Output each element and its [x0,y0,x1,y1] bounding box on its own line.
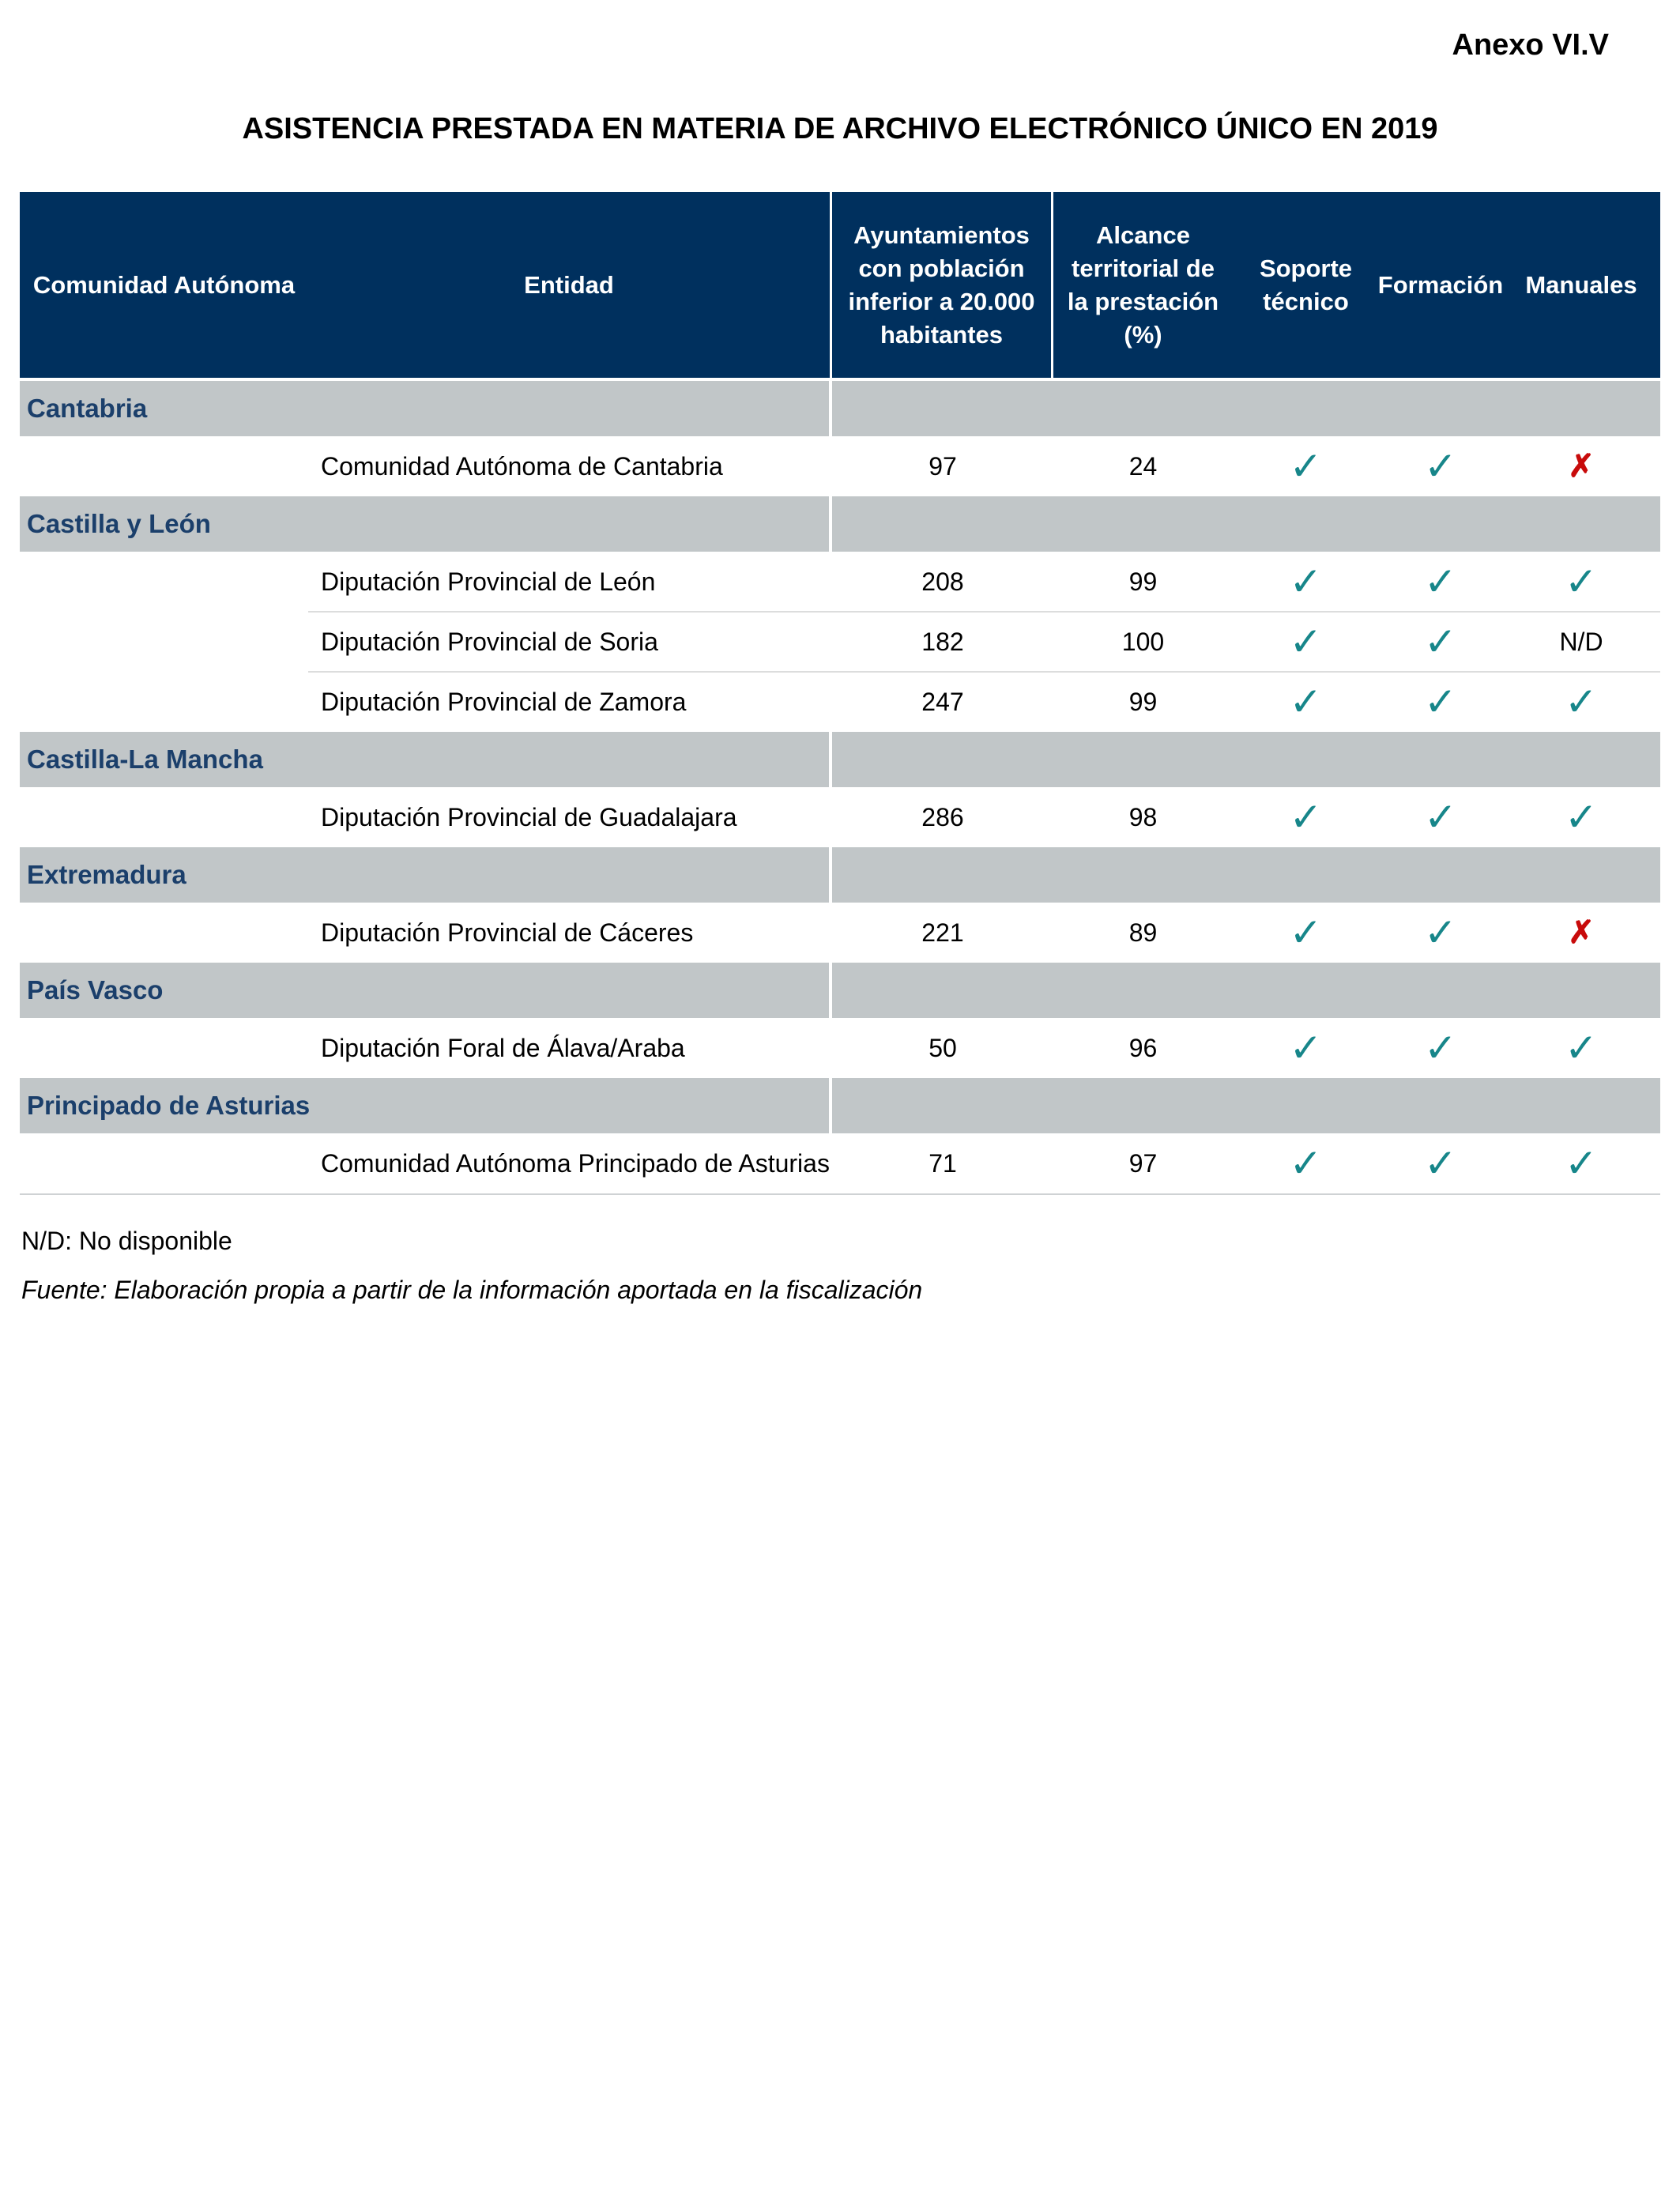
formacion-cell [1379,787,1502,847]
table-header-row [20,192,1660,381]
ayuntamientos-cell: 208 [921,567,964,596]
source-footnote: Fuente: Elaboración propia a partir de la información aportada en la fiscalización [21,1276,923,1304]
manuales-cell [1502,612,1660,672]
group-header-row [20,847,1660,903]
check-icon: ✓ [1424,1141,1457,1186]
table-row [20,436,1660,496]
group-header-fill [832,381,1660,436]
nd-value: N/D [1559,627,1603,656]
entidad-cell: Diputación Provincial de Zamora [321,687,687,716]
formacion-cell [1379,1133,1502,1193]
group-header-row [20,381,1660,436]
check-icon: ✓ [1289,620,1323,664]
manuales-cell [1502,436,1660,496]
manuales-cell [1502,1133,1660,1193]
soporte-cell [1233,787,1379,847]
check-icon: ✓ [1424,444,1457,488]
cross-icon: ✗ [1568,449,1595,484]
check-icon: ✓ [1565,1141,1598,1186]
check-icon: ✓ [1289,680,1323,724]
manuales-cell [1502,672,1660,732]
alcance-cell: 100 [1121,627,1165,656]
soporte-cell [1233,1133,1379,1193]
ayuntamientos-cell: 247 [921,687,964,716]
ayuntamientos-cell: 221 [921,918,964,947]
soporte-cell [1233,672,1379,732]
manuales-cell [1502,1018,1660,1078]
formacion-cell [1379,436,1502,496]
entidad-cell: Diputación Provincial de Cáceres [321,918,694,947]
check-icon: ✓ [1565,680,1598,724]
check-icon: ✓ [1289,1026,1323,1070]
comunidad-cell [20,787,308,847]
soporte-cell [1233,552,1379,612]
group-header-fill [832,963,1660,1018]
formacion-cell [1379,612,1502,672]
table-body [20,381,1660,1193]
entidad-cell: Diputación Provincial de Guadalajara [321,802,737,831]
column-header-comunidad-autonoma: Comunidad Autónoma [32,270,296,299]
table-row [20,1018,1660,1078]
group-header-fill [832,732,1660,787]
group-header-fill [832,1078,1660,1133]
group-header-label: Cantabria [20,381,832,436]
annex-label: Anexo VI.V [1452,28,1609,62]
check-icon: ✓ [1565,560,1598,604]
check-icon: ✓ [1424,910,1457,955]
alcance-cell: 96 [1128,1033,1158,1062]
comunidad-cell [20,436,308,496]
group-header-row [20,963,1660,1018]
group-header-row [20,496,1660,552]
check-icon: ✓ [1424,620,1457,664]
check-icon: ✓ [1424,680,1457,724]
check-icon: ✓ [1289,1141,1323,1186]
comunidad-cell [20,552,308,612]
entidad-cell: Diputación Foral de Álava/Araba [321,1033,685,1062]
comunidad-cell [20,903,308,963]
group-header-fill [832,496,1660,552]
check-icon: ✓ [1289,795,1323,839]
group-header-label: Castilla y León [20,496,832,552]
alcance-cell: 97 [1128,1148,1158,1178]
manuales-cell [1502,787,1660,847]
ayuntamientos-cell: 50 [929,1033,957,1062]
group-header-label: Extremadura [20,847,832,903]
table-row [20,1133,1660,1193]
table-row [20,787,1660,847]
alcance-cell: 89 [1128,918,1158,947]
group-header-row [20,732,1660,787]
check-icon: ✓ [1565,795,1598,839]
group-header-label: Castilla-La Mancha [20,732,832,787]
check-icon: ✓ [1424,795,1457,839]
column-header-entidad: Entidad [308,192,832,378]
column-header-soporte-tecnico: Soporte técnico [1259,254,1353,315]
check-icon: ✓ [1424,560,1457,604]
check-icon: ✓ [1424,1026,1457,1070]
alcance-cell: 24 [1128,451,1158,481]
entidad-cell: Comunidad Autónoma de Cantabria [321,451,723,481]
formacion-cell [1379,672,1502,732]
soporte-cell [1233,1018,1379,1078]
column-header-manuales: Manuales [1525,270,1637,299]
soporte-cell [1233,612,1379,672]
ayuntamientos-cell: 182 [921,627,964,656]
table-row [20,903,1660,963]
row-separator [308,611,1660,613]
check-icon: ✓ [1289,560,1323,604]
column-header-ayuntamientos: Ayuntamientos con población inferior a 20.000 habitantes [832,192,1053,378]
comunidad-cell [20,1018,308,1078]
manuales-cell [1502,903,1660,963]
comunidad-cell [20,1133,308,1193]
group-header-fill [832,847,1660,903]
group-header-row [20,1078,1660,1133]
alcance-cell: 99 [1128,687,1158,716]
soporte-cell [1233,436,1379,496]
check-icon: ✓ [1289,444,1323,488]
formacion-cell [1379,903,1502,963]
ayuntamientos-cell: 97 [929,451,957,481]
alcance-cell: 99 [1128,567,1158,596]
cross-icon: ✗ [1568,915,1595,950]
ayuntamientos-cell: 71 [929,1148,957,1178]
manuales-cell [1502,552,1660,612]
soporte-cell [1233,903,1379,963]
column-header-formacion: Formación [1377,270,1504,299]
entidad-cell: Diputación Provincial de León [321,567,656,596]
group-header-label: Principado de Asturias [20,1078,832,1133]
entidad-cell: Comunidad Autónoma Principado de Asturias [321,1148,830,1178]
formacion-cell [1379,552,1502,612]
comunidad-cell [20,612,308,672]
page-title: ASISTENCIA PRESTADA EN MATERIA DE ARCHIVO ELECTRÓNICO ÚNICO EN 2019 [242,112,1438,145]
ayuntamientos-cell: 286 [921,802,964,831]
alcance-cell: 98 [1128,802,1158,831]
group-header-label: País Vasco [20,963,832,1018]
nd-footnote: N/D: No disponible [21,1227,232,1255]
formacion-cell [1379,1018,1502,1078]
comunidad-cell [20,672,308,732]
check-icon: ✓ [1289,910,1323,955]
assistance-table [20,192,1660,1195]
entidad-cell: Diputación Provincial de Soria [321,627,658,656]
row-separator [308,671,1660,673]
table-row [20,552,1660,612]
table-row [20,612,1660,672]
table-row [20,672,1660,732]
column-header-alcance-territorial: Alcance territorial de la prestación (%) [1067,221,1219,349]
check-icon: ✓ [1565,1026,1598,1070]
